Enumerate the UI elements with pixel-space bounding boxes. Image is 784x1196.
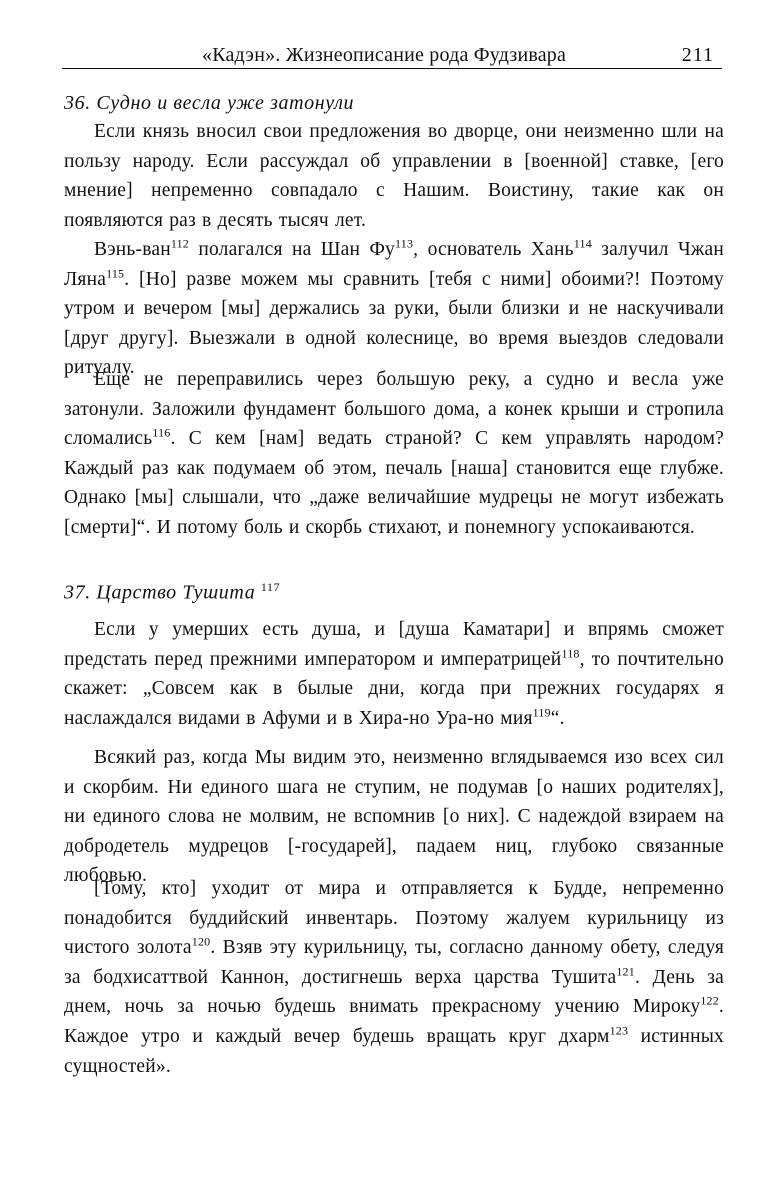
text-run: залучил Чжан Ляна	[64, 239, 724, 290]
footnote-ref: 122	[700, 993, 719, 1008]
footnote-ref: 116	[152, 425, 171, 440]
footnote-ref: 117	[260, 580, 281, 594]
text-run: . С кем [нам] ведать страной? С кем управлять народом? Каждый раз как подумаем об этом, печаль [наша] становится еще глубже. Однако [мы] слышали, что „даже величайшие мудрецы не могут избежать [смерти]“. И потому боль и скорбь стихают, и понемногу успокаиваются.	[64, 428, 724, 538]
section-36-paragraph-2	[64, 235, 724, 383]
section-37-paragraph-2: Всякий раз, когда Мы видим это, неизменно вглядываемся изо всех сил и скорбим. Ни единого шага не ступим, не подумав [о наших родителях], ни единого слова не молвим, не вспомнив [о них]. С надеждой взираем на добродетель мудрецов [-государей], падаем ниц, глубоко связанные любовью.	[64, 747, 724, 887]
footnote-ref: 123	[609, 1023, 629, 1038]
text-run: . Каждое утро и каждый вечер будешь вращать круг дхарм	[64, 996, 724, 1047]
text-run: Вэнь-ван	[94, 239, 171, 260]
section-36-heading: 36. Судно и весла уже затонули	[64, 92, 355, 114]
running-title: «Кадэн». Жизнеописание рода Фудзивара	[202, 44, 567, 66]
text-run: , основатель Хань	[413, 239, 574, 260]
text-run: , то почтительно скажет: „Совсем как в былые дни, когда при прежних государях я наслаждался видами в Афуми и в Хира-но Ура-но мия	[64, 648, 724, 729]
footnote-ref: 113	[395, 236, 414, 251]
footnote-ref: 114	[573, 236, 592, 251]
footnote-ref: 120	[191, 934, 211, 949]
footnote-ref: 115	[106, 266, 125, 281]
text-run: Если у умерших есть душа, и [душа Каматари] и впрямь сможет предстать перед прежними императором и императрицей	[64, 619, 724, 670]
section-36-paragraph-1: Если князь вносил свои предложения во дворце, они неизменно шли на пользу народу. Если рассуждал об управлении в [военной] ставке, [его мнение] непременно совпадало с Нашим. Воистину, такие как он появляются раз в десять тысяч лет.	[64, 121, 724, 231]
section-37-heading	[64, 580, 280, 605]
footnote-ref: 112	[170, 236, 189, 251]
text-run: полагался на Шан Фу	[189, 239, 396, 260]
section-37-title: 37. Царство Тушита	[64, 581, 256, 604]
page-number: 211	[681, 44, 714, 66]
text-run: “.	[550, 707, 565, 729]
footnote-ref: 119	[532, 705, 551, 720]
footnote-ref: 118	[561, 646, 580, 661]
text-run: истинных сущностей».	[64, 1025, 725, 1077]
page-header	[62, 44, 722, 69]
section-37-paragraph-1	[64, 615, 724, 733]
text-run: [Тому, кто] уходит от мира и отправляется к Будде, непременно понадобится буддийский инвентарь. Поэтому жалуем курильницу из чистого золота	[64, 878, 724, 959]
section-37-paragraph-3	[64, 874, 724, 1081]
text-run: . День за днем, ночь за ночью будешь внимать прекрасному учению Мироку	[64, 966, 724, 1018]
text-run: . Взяв эту курильницу, ты, согласно данному обету, следуя за бодхисаттвой Каннон, достигнешь верха царства Тушита	[64, 937, 724, 988]
footnote-ref: 121	[616, 964, 635, 979]
text-run: . [Но] разве можем мы сравнить [тебя с ними] обоими?! Поэтому утром и вечером [мы] держались за руки, были близки и не наскучивали [друг другу]. Выезжали в одной колеснице, во время выездов следовали ритуалу.	[64, 268, 724, 379]
text-run: Еще не переправились через большую реку, а судно и весла уже затонули. Заложили фундамент большого дома, а конек крыши и стропила сломались	[64, 369, 724, 450]
section-36-paragraph-3	[64, 365, 724, 543]
